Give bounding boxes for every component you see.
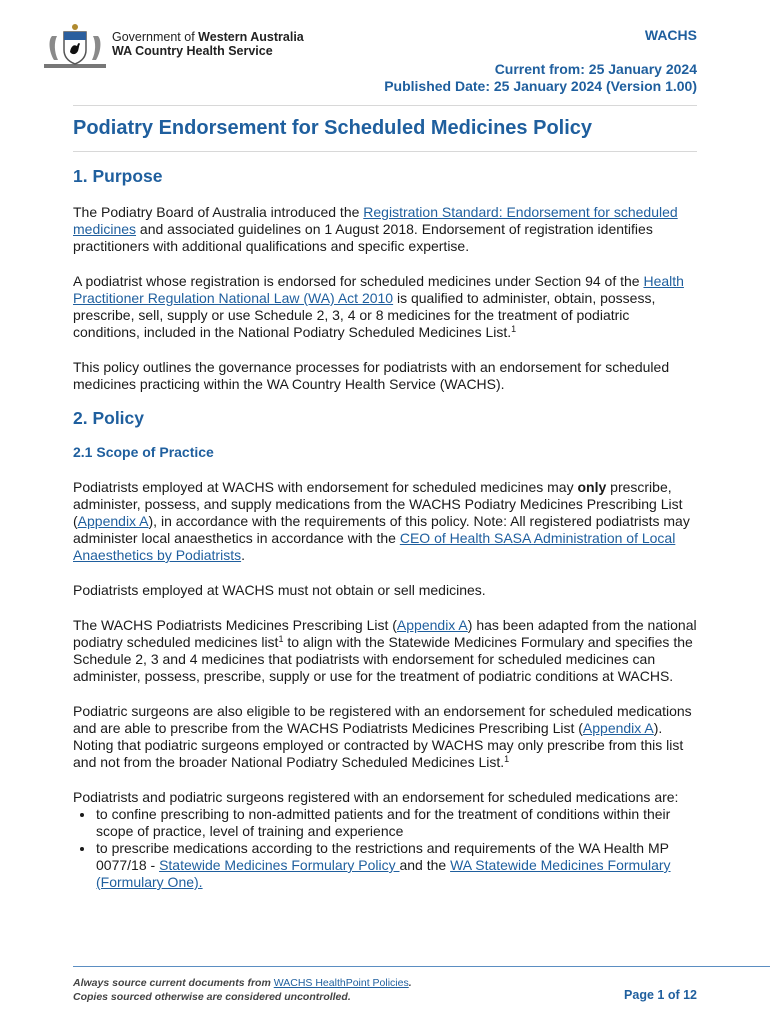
footer-note: Always source current documents from WACHS HealthPoint Policies. Copies sourced otherwise are considered uncontrolled.	[73, 977, 412, 1003]
healthpoint-policies-link[interactable]: WACHS HealthPoint Policies	[273, 977, 409, 989]
gov-state: Western Australia	[198, 30, 304, 44]
statewide-formulary-policy-link[interactable]: Statewide Medicines Formulary Policy	[159, 857, 400, 873]
document-body	[73, 168, 698, 891]
list-item: • to prescribe medications according to the restrictions and requirements of the WA Health MP 0077/18 - Statewide Medicines Formulary Policy and the WA Statewide Medicines Formulary (Formulary One).	[95, 840, 698, 891]
purpose-heading: 1. Purpose	[73, 166, 163, 186]
document-dates	[384, 61, 697, 95]
local-anaesthetics-sasa-link[interactable]: CEO of Health SASA Administration of Local Anaesthetics by Podiatrists	[73, 530, 676, 563]
current-from-date: Current from: 25 January 2024	[494, 61, 697, 77]
gov-prefix: Government of	[112, 30, 195, 44]
policy-paragraph-5: Podiatrists and podiatric surgeons registered with an endorsement for scheduled medications are:	[73, 789, 679, 805]
title-divider	[73, 151, 697, 152]
published-date: Published Date: 25 January 2024 (Version 1.00)	[384, 78, 697, 94]
header-divider	[73, 105, 697, 106]
government-branding	[112, 30, 304, 58]
policy-paragraph-2: Podiatrists employed at WACHS must not obtain or sell medicines.	[73, 582, 486, 598]
purpose-paragraph-2: A podiatrist whose registration is endorsed for scheduled medicines under Section 94 of the Health Practitioner Regulation National Law (WA) Act 2010 is qualified to administer, obtain, possess, prescribe, sell, supply or use Schedule 2, 3, 4 or 8 medicines for the treatment of podiatric conditions, included in the National Podiatry Scheduled Medicines List.$^1$	[73, 273, 684, 340]
policy-paragraph-3: The WACHS Podiatrists Medicines Prescribing List (Appendix A) has been adapted from the national podiatry scheduled medicines list$^1$ to align with the Statewide Medicines Formulary and specifies the Schedule 2, 3 and 4 medicines that podiatrists with endorsement for scheduled medicines can administer, possess, prescribe, supply or use for the treatment of podiatric conditions at WACHS.	[73, 617, 697, 684]
purpose-paragraph-1: The Podiatry Board of Australia introduced the Registration Standard: Endorsement for scheduled medicines and associated guidelines on 1 August 2018. Endorsement of registration identifies practitioners with additional qualifications and specific expertise.	[73, 204, 678, 254]
appendix-a-link[interactable]: Appendix A	[396, 617, 468, 633]
page-number: Page 1 of 12	[624, 988, 697, 1002]
requirements-list	[73, 806, 698, 891]
list-item: • to confine prescribing to non-admitted patients and for the treatment of conditions within their scope of practice, level of training and experience	[95, 806, 698, 840]
page-title: Podiatry Endorsement for Scheduled Medicines Policy	[73, 117, 593, 139]
org-tag: WACHS	[644, 27, 697, 43]
formulary-one-link[interactable]: WA Statewide Medicines Formulary (Formulary One).	[96, 857, 671, 890]
wa-crest-logo	[44, 24, 106, 70]
appendix-a-link[interactable]: Appendix A	[77, 513, 149, 529]
appendix-a-link[interactable]: Appendix A	[582, 720, 654, 736]
national-law-act-link[interactable]: Health Practitioner Regulation National Law (WA) Act 2010	[73, 273, 684, 306]
scope-of-practice-heading: 2.1 Scope of Practice	[73, 444, 214, 460]
policy-heading: 2. Policy	[73, 408, 145, 428]
service-name: WA Country Health Service	[112, 44, 273, 58]
footer-divider	[73, 966, 770, 967]
registration-standard-link[interactable]: Registration Standard: Endorsement for scheduled medicines	[73, 204, 678, 237]
purpose-paragraph-3: This policy outlines the governance processes for podiatrists with an endorsement for scheduled medicines practicing within the WA Country Health Service (WACHS).	[73, 359, 670, 392]
uncontrolled-copy-note: Copies sourced otherwise are considered uncontrolled.	[73, 991, 351, 1003]
policy-paragraph-4: Podiatric surgeons are also eligible to be registered with an endorsement for scheduled medications and are able to prescribe from the WACHS Podiatrists Medicines Prescribing List (Appendix A). Noting that podiatric surgeons employed or contracted by WACHS may only prescribe from this list and not from the broader National Podiatry Scheduled Medicines List.$^1$	[73, 703, 692, 770]
policy-paragraph-1: Podiatrists employed at WACHS with endorsement for scheduled medicines may only prescribe, administer, possess, and supply medications from the WACHS Podiatry Medicines Prescribing List (Appendix A), in accordance with the requirements of this policy. Note: All registered podiatrists may administer local anaesthetics in accordance with the CEO of Health SASA Administration of Local Anaesthetics by Podiatrists.	[73, 479, 690, 563]
